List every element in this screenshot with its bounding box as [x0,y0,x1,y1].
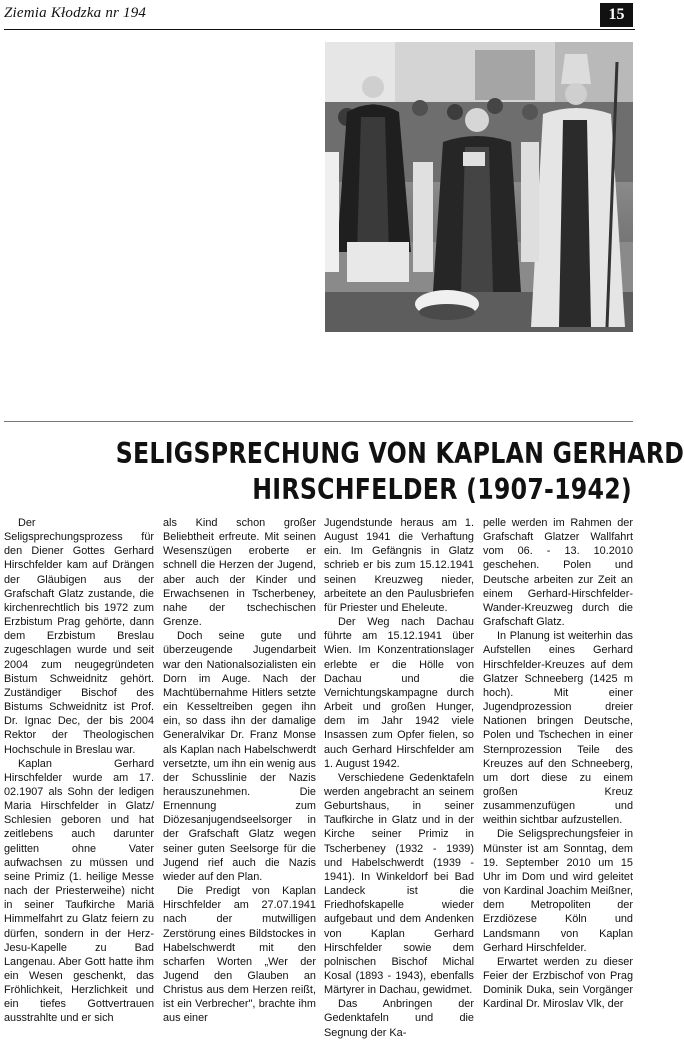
photo-procession-clergy [325,42,633,332]
publication-title: Ziemia Kłodzka nr 194 [4,5,147,21]
article-column-1 [4,516,154,1025]
article-column-2 [163,516,316,1025]
article-column-3 [324,516,474,1039]
photo-illustration [325,42,633,332]
page-header [0,2,640,28]
article-headline [115,436,684,508]
headline-line-2: HIRSCHFELDER (1907-1942) [252,473,632,506]
paragraph: Der Weg nach Dachau führte am 15.12.1941 über Wien. Im Konzentrationslager erlebte er die Hölle von Dachau und die Vernichtungskampagne durch Arbeit und großen Hunger, dem im Jahr 1942 viele Insassen zum Opfer fielen, so auch Gerhard Hirschfelder am 1. August 1942. [324,616,474,770]
paragraph: Verschiedene Gedenktafeln werden angebracht an seinem Geburtshaus, in seiner Taufkirche in Glatz und in der Kirche seiner Primiz in Tscherbeney (1932 - 1939) und Habelschwerdt (1939 - 1941). In Winkeldorf bei Bad Landeck ist die Friedhofskapelle wieder aufgebaut und dem Andenken von Kaplan Gerhard Hirschfelder sowie dem polnischen Bischof Michal Kosal (1893 - 1943), ebenfalls Märtyrer in Dachau, gewidmet. [324,771,474,997]
paragraph: Die Seligsprechungsfeier in Münster ist am Sonntag, dem 19. September 2010 um 15 Uhr im Dom und wird geleitet von Kardinal Joachim Meißner, dem Metropoliten der Erzdiözese Köln und Landsmann von Kaplan Gerhard Hirschfelder. [483,828,633,954]
paragraph: als Kind schon großer Beliebtheit erfreute. Mit seinen Wesenszügen eroberte er schnell die Herzen der Jugend, aber auch der Kinder und Erwachsenen in Tscherbeney, nahe der tschechischen Grenze. [163,517,316,629]
headline-line-1: SELIGSPRECHUNG VON KAPLAN GERHARD [115,437,684,470]
paragraph: Der Seligsprechungsprozess für den Diener Gottes Gerhard Hirschfelder kam auf Drängen der Gläubigen aus der Grafschaft Glatz zustande, die kirchenrechtlich bis 1972 zum Erzbistum Prag gehörte, dann dem Erzbistum Breslau zugeschlagen wurde und seit 2004 zum neugegründeten Bistum Schweidnitz gehört. Zuständiger Bischof des Bistums Schweidnitz ist Prof. Dr. Ignac Dec, der bis 2004 Rektor der Theologischen Hochschule in Breslau war. [4,517,154,756]
paragraph: Erwartet werden zu dieser Feier der Erzbischof von Prag Dominik Duka, sein Vorgänger Kardinal Dr. Miroslav Vlk, der [483,955,633,1011]
article-column-4 [483,516,633,1011]
paragraph: pelle werden im Rahmen der Grafschaft Glatzer Wallfahrt vom 06. - 13. 10.2010 geschehen. Polen und Deutsche arbeiten zur Zeit an einem Gerhard-Hirschfelder-Wander-Kreuzweg durch die Grafschaft Glatz. [483,517,633,629]
section-divider [4,421,633,422]
page-number: 15 [600,3,633,27]
header-divider [4,29,635,30]
paragraph: Die Predigt von Kaplan Hirschfelder am 27.07.1941 nach der mutwilligen Zerstörung eines Bildstockes in Habelschwerdt mit den scharfen Worten „Wer der Jugend den Glauben an Christus aus dem Herzen reißt, ist ein Verbrecher", brachte ihm aus einer [163,885,316,1025]
paragraph: Doch seine gute und überzeugende Jugendarbeit war den Nationalsozialisten ein Dorn im Auge. Nach der Machtübernahme Hitlers setzte ein Kesseltreiben gegen ihn ein, so dass ihn der damalige Generalvikar Dr. Franz Monse als Kaplan nach Habelschwerdt versetzte, um ihn ein wenig aus der Schusslinie der Nazis herauszunehmen. Die Ernennung zum Diözesanjugendseelsorger in der Grafschaft Glatz wegen seiner guten Seelsorge für die Jugend rief auch die Nazis wieder auf den Plan. [163,630,316,883]
paragraph: Jugendstunde heraus am 1. August 1941 die Verhaftung ein. Im Gefängnis in Glatz schrieb er bis zum 15.12.1941 seinen Kreuzweg nieder, arbeitete an den Paulusbriefen für Priester und Eheleute. [324,517,474,614]
paragraph: Kaplan Gerhard Hirschfelder wurde am 17. 02.1907 als Sohn der ledigen Maria Hirschfelder in Glatz/ Schlesien geboren und hat zeitlebens auch darunter gelitten ohne Vater aufwachsen zu müssen und seine Primiz (1. heilige Messe nach der Priesterweihe) nicht in seiner Taufkirche Mariä Himmelfahrt zu Glatz feiern zu dürfen, sondern in der Herz-Jesu-Kapelle zu Bad Langenau. Aber Gott hatte ihm ein Wesen geschenkt, das Fröhlichkeit, Herzlichkeit und ein tiefes Gottvertrauen ausstrahlte und er sich [4,757,154,1025]
paragraph: In Planung ist weiterhin das Aufstellen eines Gerhard Hirschfelder-Kreuzes auf dem Glatzer Schneeberg (1425 m hoch). Mit einer Jugendprozession dreier Nationen bringen Deutsche, Polen und Tschechen in einer Sternprozession Teile des Kreuzes auf den Schneeberg, um dort diese zu einem großen Kreuz zusammenzufügen und weithin sichtbar aufzustellen. [483,630,633,827]
paragraph: Das Anbringen der Gedenktafeln und die Segnung der Ka- [324,998,474,1039]
